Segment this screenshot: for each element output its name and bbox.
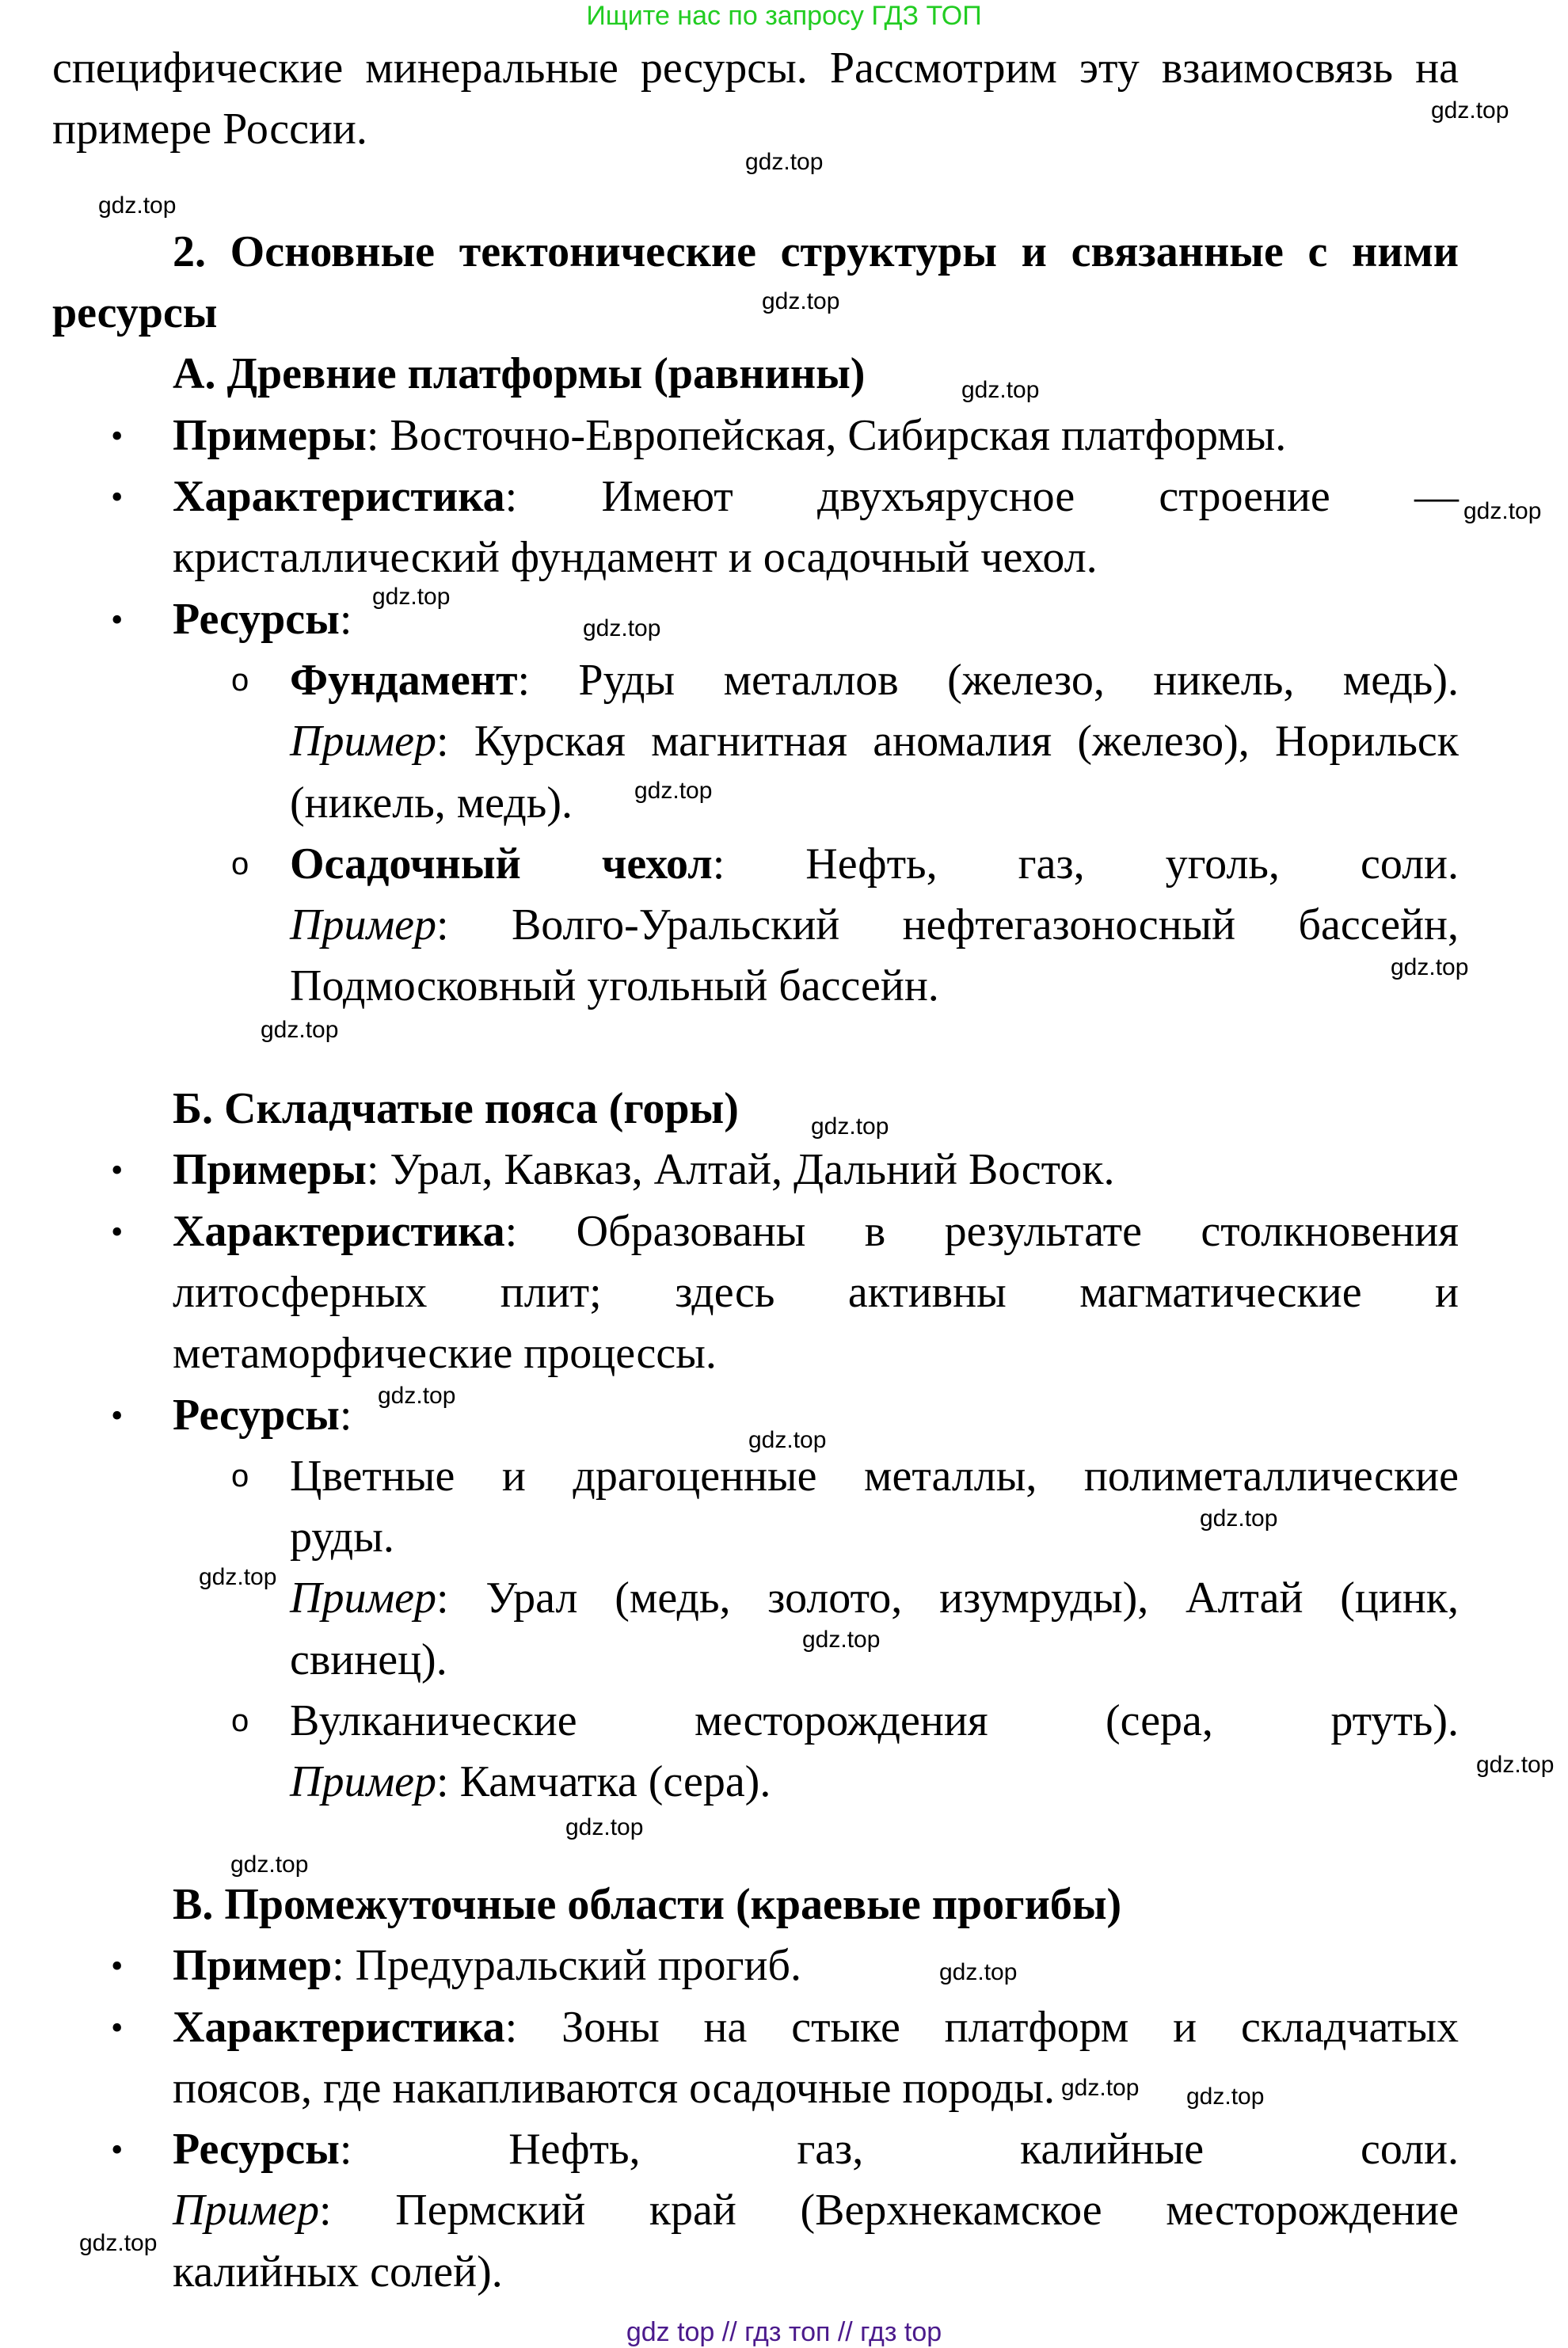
watermark-text: gdz.top <box>1200 1505 1278 1532</box>
text-segment: : Зоны на стыке платформ и складчатых <box>504 2002 1459 2052</box>
line-text <box>173 1997 1459 2058</box>
bullet-icon: • <box>111 1212 124 1251</box>
text-line <box>0 1323 1568 1384</box>
text-line <box>0 2242 1568 2303</box>
text-line <box>0 1997 1568 2058</box>
text-segment: : <box>339 594 352 644</box>
watermark-text: gdz.top <box>261 1017 339 1043</box>
text-line <box>0 650 1568 711</box>
watermark-text: gdz.top <box>378 1383 456 1409</box>
text-segment: кристаллический фундамент и осадочный чехол. <box>173 533 1098 583</box>
text-segment: руды. <box>290 1513 394 1562</box>
text-segment: Б. Складчатые пояса (горы) <box>173 1084 739 1134</box>
watermark-text: gdz.top <box>745 149 824 175</box>
watermark-text: gdz.top <box>1463 498 1542 524</box>
text-segment: : Урал, Кавказ, Алтай, Дальний Восток. <box>366 1145 1115 1195</box>
bullet-icon: • <box>111 599 124 639</box>
text-segment: : Камчатка (сера). <box>436 1757 771 1807</box>
text-line <box>0 2058 1568 2119</box>
text-line <box>0 1262 1568 1323</box>
text-line <box>0 527 1568 588</box>
watermark-text: gdz.top <box>98 192 177 219</box>
bold-term: Характеристика <box>173 1206 505 1256</box>
watermark-text: gdz.top <box>634 778 713 804</box>
line-text <box>173 2119 1459 2180</box>
text-segment: метаморфические процессы. <box>173 1329 717 1379</box>
watermark-text: gdz.top <box>802 1627 881 1653</box>
line-text <box>173 466 1459 527</box>
watermark-text: gdz.top <box>748 1427 827 1453</box>
bullet-icon: • <box>111 2007 124 2047</box>
watermark-text: gdz.top <box>1431 97 1509 124</box>
text-segment: Подмосковный угольный бассейн. <box>290 961 939 1011</box>
text-segment: примере России. <box>52 105 367 154</box>
line-text <box>173 1201 1459 1262</box>
text-segment: : Нефть, газ, уголь, соли. <box>712 839 1459 889</box>
text-segment: : Восточно-Европейская, Сибирская платформы. <box>366 410 1287 460</box>
bold-term: Ресурсы <box>173 1390 340 1440</box>
bullet-icon: • <box>111 416 124 455</box>
text-line <box>0 38 1568 99</box>
line-text <box>52 38 1459 99</box>
text-segment: специфические минеральные ресурсы. Рассмотрим эту взаимосвязь на <box>52 44 1459 93</box>
text-segment: : Образованы в результате столкновения <box>504 1206 1459 1256</box>
bullet-icon: • <box>111 1151 124 1190</box>
bullet-icon: • <box>111 478 124 517</box>
italic-term: Пример <box>290 717 437 767</box>
text-line <box>0 956 1568 1017</box>
watermark-text: gdz.top <box>1391 954 1469 980</box>
line-text <box>173 2242 1459 2303</box>
text-line <box>0 1752 1568 1813</box>
text-segment: литосферных плит; здесь активны магматические и <box>173 1267 1459 1317</box>
bullet-icon: • <box>111 1947 124 1986</box>
text-line <box>0 773 1568 834</box>
watermark-text: gdz.top <box>1476 1752 1555 1778</box>
line-text <box>173 527 1459 588</box>
line-text <box>173 222 1459 283</box>
text-segment: свинец). <box>290 1634 447 1684</box>
text-segment: В. Промежуточные области (краевые прогибы) <box>173 1879 1122 1929</box>
line-text <box>290 711 1459 772</box>
text-segment: (никель, медь). <box>290 778 573 828</box>
line-text <box>173 405 1459 466</box>
bottom-banner-link[interactable]: gdz top // гдз топ // гдз top <box>626 2317 942 2347</box>
watermark-text: gdz.top <box>762 288 840 314</box>
text-segment: 2. Основные тектонические структуры и связанные с ними <box>173 226 1459 276</box>
italic-term: Пример <box>290 900 437 950</box>
line-text <box>52 283 1459 344</box>
watermark-text: gdz.top <box>199 1564 277 1590</box>
text-segment: ресурсы <box>52 288 218 338</box>
text-line <box>0 1140 1568 1201</box>
watermark-text: gdz.top <box>811 1113 889 1140</box>
section-heading <box>0 344 1568 405</box>
line-text <box>290 1446 1459 1507</box>
bold-term: Ресурсы <box>173 594 340 644</box>
line-text <box>173 1262 1459 1323</box>
line-text <box>290 1752 1459 1813</box>
section-heading <box>0 1874 1568 1935</box>
text-segment: поясов, где накапливаются осадочные породы. <box>173 2063 1056 2113</box>
text-segment: калийных солей). <box>173 2247 503 2297</box>
text-line <box>0 895 1568 956</box>
line-text <box>173 1935 1459 1996</box>
watermark-text: gdz.top <box>372 584 451 610</box>
watermark-text: gdz.top <box>939 1959 1018 1985</box>
bold-term: Примеры <box>173 410 367 460</box>
line-text <box>290 895 1459 956</box>
line-text <box>290 834 1459 895</box>
text-line <box>0 589 1568 650</box>
bullet-icon: • <box>111 1395 124 1435</box>
text-line <box>0 405 1568 466</box>
text-segment: : Пермский край (Верхнекамское месторождение <box>319 2186 1459 2236</box>
bold-term: Характеристика <box>173 472 505 522</box>
text-segment: : Имеют двухъярусное строение — <box>504 472 1459 522</box>
line-text <box>173 2180 1459 2241</box>
italic-term: Пример <box>290 1574 437 1623</box>
sub-bullet-icon: o <box>231 846 249 881</box>
watermark-text: gdz.top <box>583 615 661 641</box>
watermark-text: gdz.top <box>961 377 1040 403</box>
sub-bullet-icon: o <box>231 662 249 698</box>
line-text <box>290 956 1459 1017</box>
text-segment: : <box>339 1390 352 1440</box>
text-line <box>0 1935 1568 1996</box>
text-segment: : Предуральский прогиб. <box>332 1941 801 1991</box>
text-line <box>0 711 1568 772</box>
text-line <box>0 1691 1568 1752</box>
text-segment: : Урал (медь, золото, изумруды), Алтай (цинк, <box>436 1574 1459 1623</box>
line-text <box>173 2058 1459 2119</box>
line-text <box>173 344 1459 405</box>
text-line <box>0 2180 1568 2241</box>
sub-bullet-icon: o <box>231 1703 249 1739</box>
bold-term: Фундамент <box>290 655 518 705</box>
text-segment: : Нефть, газ, калийные соли. <box>339 2125 1459 2175</box>
text-segment: : Руды металлов (железо, никель, медь). <box>517 655 1459 705</box>
bold-term: Характеристика <box>173 2002 505 2052</box>
text-line <box>0 2119 1568 2180</box>
document-body <box>0 38 1568 2303</box>
text-segment: : Курская магнитная аномалия (железо), Норильск <box>436 717 1459 767</box>
line-text <box>173 1140 1459 1201</box>
line-text <box>290 1568 1459 1629</box>
watermark-text: gdz.top <box>1061 2075 1140 2101</box>
bold-term: Ресурсы <box>173 2125 340 2175</box>
text-line <box>0 1446 1568 1507</box>
bold-term: Осадочный чехол <box>290 839 713 889</box>
line-text <box>290 773 1459 834</box>
bold-term: Примеры <box>173 1145 367 1195</box>
text-line <box>0 1630 1568 1691</box>
text-line <box>0 834 1568 895</box>
line-text <box>173 1874 1459 1935</box>
watermark-text: gdz.top <box>230 1851 309 1878</box>
line-text <box>290 650 1459 711</box>
line-text <box>290 1691 1459 1752</box>
text-line <box>0 466 1568 527</box>
text-segment: : Волго-Уральский нефтегазоносный бассейн, <box>436 900 1459 950</box>
italic-term: Пример <box>173 2186 320 2236</box>
text-line <box>0 1201 1568 1262</box>
text-segment: Цветные и драгоценные металлы, полиметаллические <box>290 1451 1459 1501</box>
line-text <box>173 1323 1459 1384</box>
bullet-icon: • <box>111 2130 124 2170</box>
section-heading <box>0 1079 1568 1140</box>
blank-line <box>0 1018 1568 1079</box>
watermark-text: gdz.top <box>1186 2084 1265 2110</box>
bold-term: Пример <box>173 1941 333 1991</box>
sub-bullet-icon: o <box>231 1458 249 1494</box>
text-segment: А. Древние платформы (равнины) <box>173 349 866 399</box>
italic-term: Пример <box>290 1757 437 1807</box>
text-segment: Вулканические месторождения (сера, ртуть). <box>290 1696 1459 1746</box>
watermark-text: gdz.top <box>565 1814 644 1840</box>
text-line <box>0 1507 1568 1568</box>
line-text <box>290 1507 1459 1568</box>
line-text <box>173 589 1459 650</box>
watermark-text: gdz.top <box>79 2230 158 2256</box>
top-banner-link[interactable]: Ищите нас по запросу ГДЗ ТОП <box>586 1 982 31</box>
section-heading <box>0 222 1568 283</box>
